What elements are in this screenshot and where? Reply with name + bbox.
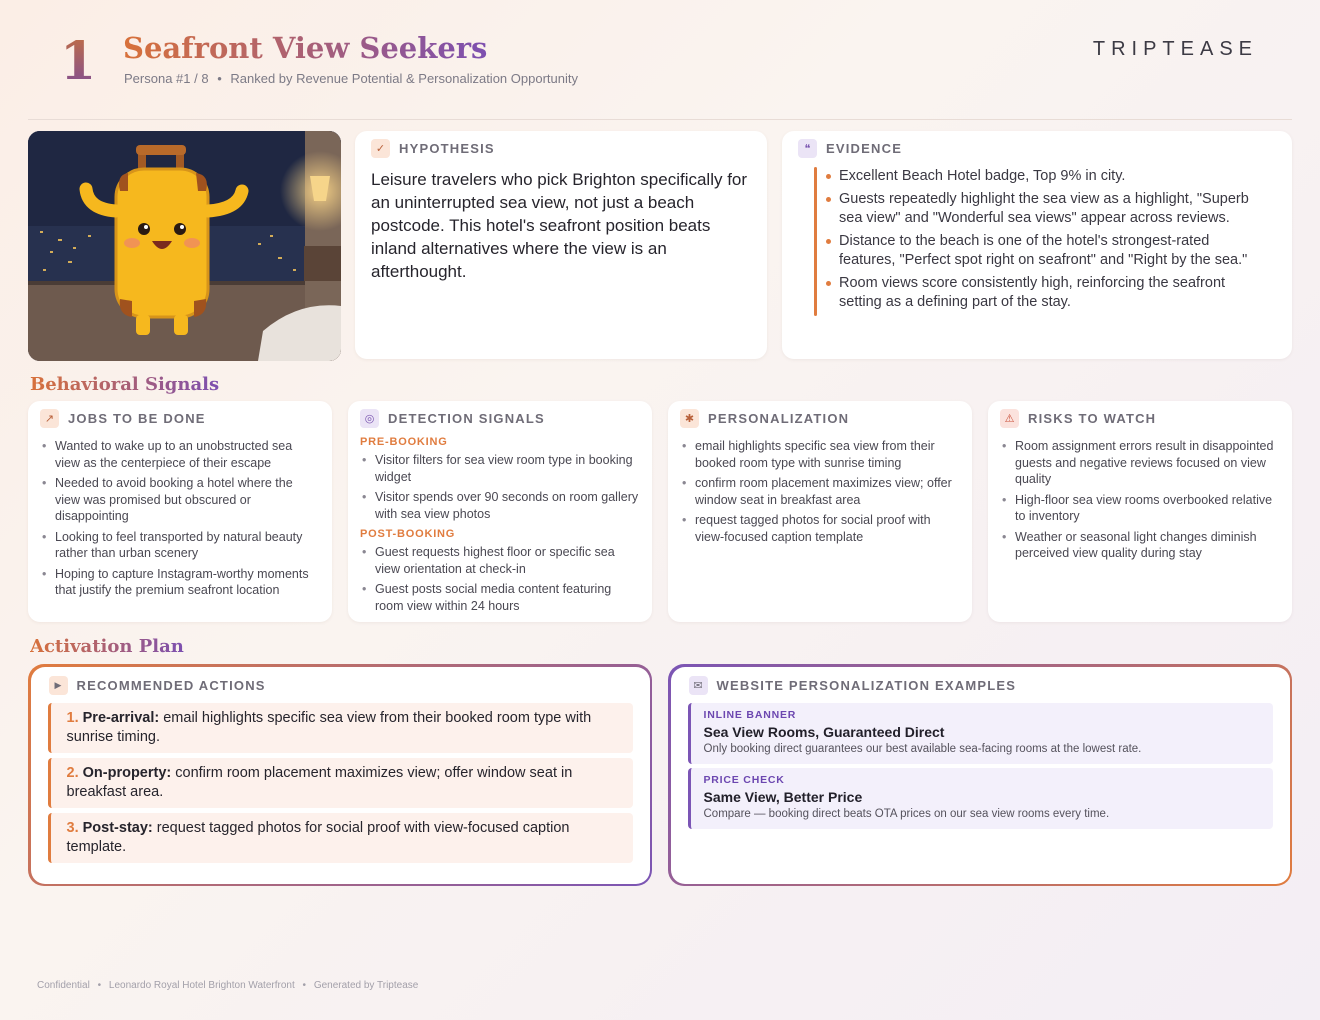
list-item: • Wanted to wake up to an unobstructed sea view as the centerpiece of their escape [40, 438, 320, 471]
detection-signals-card [348, 401, 652, 622]
risks-card [988, 401, 1292, 622]
action-text: request tagged photos for social proof with view-focused caption template. [66, 819, 570, 855]
example-title: Sea View Rooms, Guaranteed Direct [703, 723, 945, 740]
list-item: • confirm room placement maximizes view; offer window seat in breakfast area [680, 475, 960, 508]
action-item [48, 813, 633, 863]
post-booking-label: POST-BOOKING [360, 528, 456, 540]
evidence-list [839, 167, 1269, 316]
risks-header [1000, 409, 1280, 428]
footer-separator: • [302, 980, 307, 991]
detection-header [360, 409, 640, 428]
evidence-title: EVIDENCE [826, 141, 903, 156]
subtitle-separator: • [217, 71, 222, 86]
evidence-card [782, 131, 1292, 359]
example-title: Same View, Better Price [703, 788, 863, 805]
personalization-header [680, 409, 960, 428]
action-label: Post-stay: [82, 819, 153, 836]
evidence-body [798, 167, 1276, 316]
list-item: • Guest requests highest floor or specific sea view orientation at check-in [360, 544, 640, 577]
play-icon: ▶ [49, 676, 68, 695]
persona-number: 1 [60, 31, 97, 92]
website-personalization-body [671, 667, 1290, 884]
list-item: • Needed to avoid booking a hotel where the view was promised but obscured or disappointing [40, 475, 320, 525]
action-number: 2. [66, 764, 79, 781]
jobs-list [40, 438, 320, 599]
list-item: • request tagged photos for social proof with view-focused caption template [680, 512, 960, 545]
list-item: • Room assignment errors result in disappointed guests and negative reviews focused on view quality [1000, 438, 1280, 488]
recommended-actions-card [28, 664, 652, 886]
check-icon: ✓ [371, 139, 390, 158]
pre-booking-label: PRE-BOOKING [360, 436, 448, 448]
list-item: • Looking to feel transported by natural beauty rather than urban scenery [40, 529, 320, 562]
action-item [48, 703, 633, 753]
action-text: confirm room placement maximizes view; offer window seat in breakfast area. [66, 764, 573, 800]
examples-header [689, 676, 1017, 695]
activation-plan-heading: Activation Plan [30, 636, 184, 657]
list-item: Excellent Beach Hotel badge, Top 9% in city. [839, 167, 1269, 187]
hypothesis-title: HYPOTHESIS [399, 141, 495, 156]
brand-logo: TRIPTEASE [1092, 38, 1258, 60]
list-item: Distance to the beach is one of the hotel's strongest-rated features, "Perfect spot right on seafront" and "Right by the sea." [839, 232, 1269, 271]
footer-confidential: Confidential [37, 980, 90, 991]
risks-list [1000, 438, 1280, 562]
website-personalization-card [668, 664, 1292, 886]
pre-booking-list [360, 452, 640, 522]
persona-ranking: Ranked by Revenue Potential & Personalization Opportunity [230, 71, 578, 86]
list-item: • email highlights specific sea view from their booked room type with sunrise timing [680, 438, 960, 471]
detection-title: DETECTION SIGNALS [388, 411, 545, 426]
hypothesis-card [355, 131, 767, 359]
list-item: • Weather or seasonal light changes diminish perceived view quality during stay [1000, 529, 1280, 562]
personalization-card [668, 401, 972, 622]
list-item: • Visitor spends over 90 seconds on room gallery with sea view photos [360, 489, 640, 522]
target-icon: ◎ [360, 409, 379, 428]
persona-illustration [28, 131, 341, 361]
example-label: PRICE CHECK [703, 773, 785, 786]
risks-title: RISKS TO WATCH [1028, 411, 1157, 426]
list-item: Guests repeatedly highlight the sea view as a highlight, "Superb sea view" and "Wonderful sea views" appear across reviews. [839, 190, 1269, 229]
page-header [0, 0, 1320, 120]
warning-icon: ⚠ [1000, 409, 1019, 428]
mail-icon: ✉ [689, 676, 708, 695]
evidence-accent-bar [814, 167, 817, 316]
footer-generator: Generated by Triptease [313, 980, 419, 991]
example-description: Only booking direct guarantees our best available sea-facing rooms at the lowest rate. [703, 742, 1142, 755]
jobs-title: JOBS TO BE DONE [68, 411, 206, 426]
action-label: Pre-arrival: [82, 709, 160, 726]
persona-title: Seafront View Seekers [123, 31, 488, 65]
arrow-up-right-icon: ↗ [40, 409, 59, 428]
persona-index: Persona #1 / 8 [124, 71, 209, 86]
actions-title: RECOMMENDED ACTIONS [76, 677, 266, 693]
evidence-header [798, 139, 1276, 158]
jobs-to-be-done-card [28, 401, 332, 622]
examples-title: WEBSITE PERSONALIZATION EXAMPLES [716, 677, 1017, 693]
action-label: On-property: [82, 764, 172, 781]
hypothesis-text: Leisure travelers who pick Brighton specifically for an uninterrupted sea view, not just a beach postcode. This hotel's seafront position beats inland alternatives where the view is an afterthought. [371, 170, 748, 281]
footer-hotel: Leonardo Royal Hotel Brighton Waterfront [108, 980, 295, 991]
personalization-list [680, 438, 960, 545]
asterisk-icon: ✱ [680, 409, 699, 428]
example-price-check [688, 768, 1273, 829]
action-number: 1. [66, 709, 79, 726]
quote-icon: ❝ [798, 139, 817, 158]
recommended-actions-body [31, 667, 650, 884]
action-item [48, 758, 633, 808]
suitcase-mascot-illustration [28, 131, 341, 361]
behavioral-signals-heading: Behavioral Signals [30, 374, 220, 395]
example-description: Compare — booking direct beats OTA prices on our sea view rooms every time. [703, 807, 1110, 820]
list-item: • Hoping to capture Instagram-worthy moments that justify the premium seafront location [40, 566, 320, 599]
persona-subtitle [124, 71, 578, 86]
header-divider [28, 119, 1292, 120]
personalization-title: PERSONALIZATION [708, 411, 850, 426]
post-booking-list [360, 544, 640, 614]
actions-header [49, 676, 266, 695]
action-number: 3. [66, 819, 79, 836]
page-footer [37, 980, 418, 991]
example-inline-banner [688, 703, 1273, 764]
hypothesis-header [371, 139, 751, 158]
jobs-header [40, 409, 320, 428]
action-text: email highlights specific sea view from their booked room type with sunrise timing. [66, 709, 592, 745]
list-item: Room views score consistently high, reinforcing the seafront setting as a defining part of the stay. [839, 274, 1269, 313]
list-item: • Guest posts social media content featuring room view within 24 hours [360, 581, 640, 614]
list-item: • Visitor filters for sea view room type in booking widget [360, 452, 640, 485]
footer-separator: • [97, 980, 102, 991]
list-item: • High-floor sea view rooms overbooked relative to inventory [1000, 492, 1280, 525]
example-label: INLINE BANNER [703, 708, 797, 721]
